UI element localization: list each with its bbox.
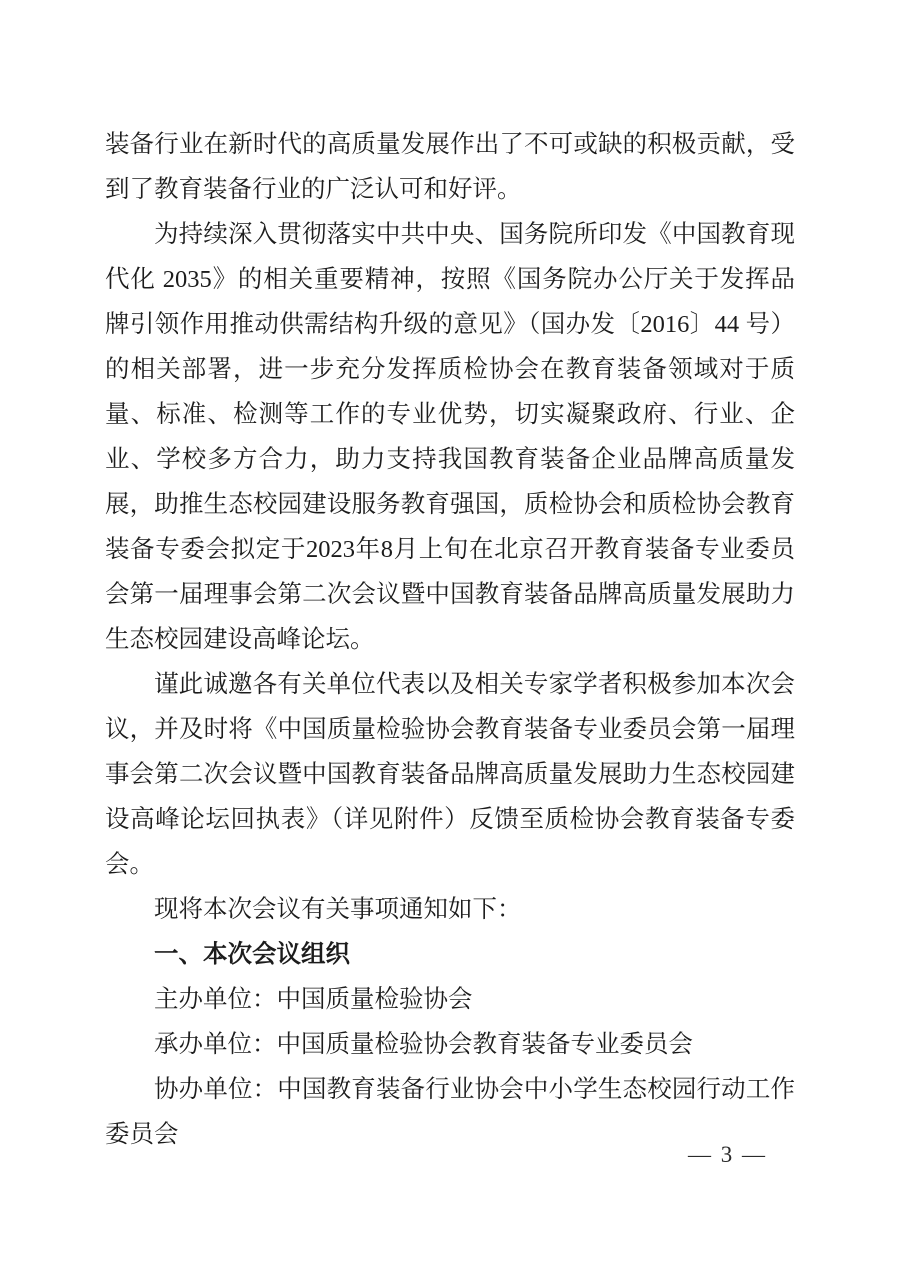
body-paragraph-co-organizer-unit: 协办单位：中国教育装备行业协会中小学生态校园行动工作委员会: [105, 1076, 795, 1148]
body-paragraph-notice-intro: 现将本次会议有关事项通知如下：: [154, 896, 522, 923]
document-body: [105, 122, 795, 1157]
body-paragraph-background: 为持续深入贯彻落实中共中央、国务院所印发《中国教育现代化 2035》的相关重要精神，按照《国务院办公厅关于发挥品牌引领作用推动供需结构升级的意见》（国办发〔2016〕44 号）的相关部署，进一步充分发挥质检协会在教育装备领域对于质量、标准、检测等工作的专业优势，切实凝聚政府、行业、企业、学校多方合力，助力支持我国教育装备企业品牌高质量发展，助推生态校园建设服务教育强国，质检协会和质检协会教育装备专委会拟定于2023年8月上旬在北京召开教育装备专业委员会第一届理事会第二次会议暨中国教育装备品牌高质量发展助力生态校园建设高峰论坛。: [105, 221, 795, 653]
section-heading-meeting-organization: 一、本次会议组织: [154, 941, 350, 968]
body-paragraph-invitation: 谨此诚邀各有关单位代表以及相关专家学者积极参加本次会议，并及时将《中国质量检验协会教育装备专业委员会第一届理事会第二次会议暨中国教育装备品牌高质量发展助力生态校园建设高峰论坛回执表》（详见附件）反馈至质检协会教育装备专委会。: [105, 671, 795, 878]
page-number: — 3 —: [688, 1142, 767, 1167]
body-paragraph-organizer-unit: 承办单位：中国质量检验协会教育装备专业委员会: [154, 1031, 693, 1058]
body-paragraph-host-unit: 主办单位：中国质量检验协会: [154, 986, 473, 1013]
body-paragraph-continuation: 装备行业在新时代的高质量发展作出了不可或缺的积极贡献，受到了教育装备行业的广泛认可和好评。: [105, 131, 795, 203]
